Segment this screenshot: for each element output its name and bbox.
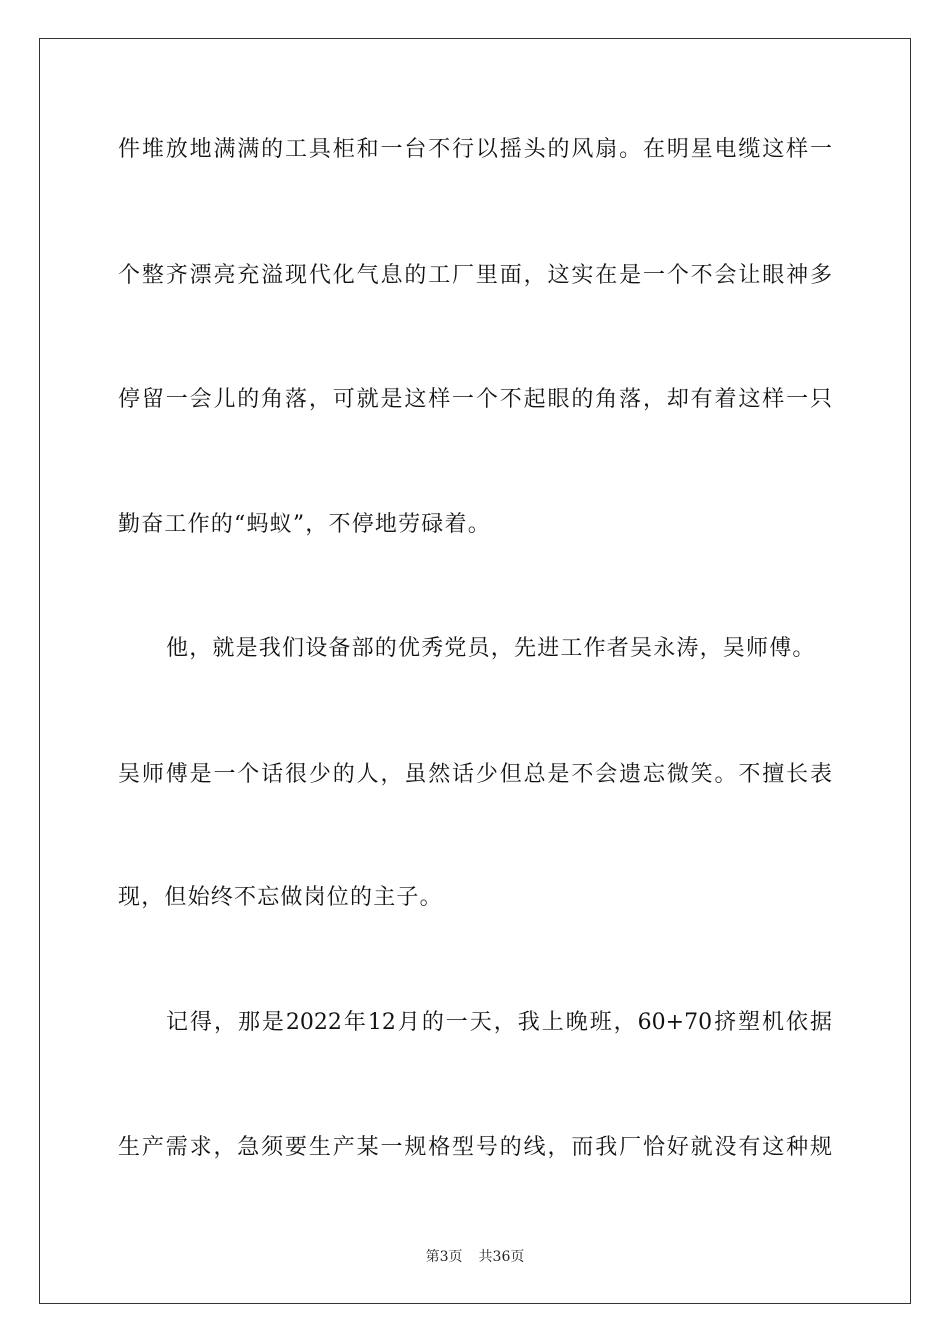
body-text-line-9: 生产需求，急须要生产某一规格型号的线，而我厂恰好就没有这种规 bbox=[118, 1135, 832, 1160]
body-text-line-7: 现，但始终不忘做岗位的主子。 bbox=[118, 885, 443, 910]
total-pages: 共36页 bbox=[478, 1249, 525, 1265]
page-number: 第3页 bbox=[425, 1249, 463, 1265]
page-footer bbox=[0, 1248, 950, 1266]
body-text-line-3: 停留一会儿的角落，可就是这样一个不起眼的角落，却有着这样一只 bbox=[118, 387, 832, 412]
body-text-line-2: 个整齐漂亮充溢现代化气息的工厂里面，这实在是一个不会让眼神多 bbox=[118, 263, 832, 288]
body-text-line-1: 件堆放地满满的工具柜和一台不行以摇头的风扇。在明星电缆这样一 bbox=[118, 137, 832, 162]
body-text-line-5: 他，就是我们设备部的优秀党员，先进工作者吴永涛，吴师傅。 bbox=[166, 636, 816, 661]
body-text-line-6: 吴师傅是一个话很少的人，虽然话少但总是不会遗忘微笑。不擅长表 bbox=[118, 762, 832, 787]
body-text-line-4: 勤奋工作的“蚂蚁”，不停地劳碌着。 bbox=[118, 512, 491, 537]
body-text-line-8: 记得，那是2022年12月的一天，我上晚班，60+70挤塑机依据 bbox=[166, 1010, 832, 1035]
page-border bbox=[39, 38, 911, 1304]
